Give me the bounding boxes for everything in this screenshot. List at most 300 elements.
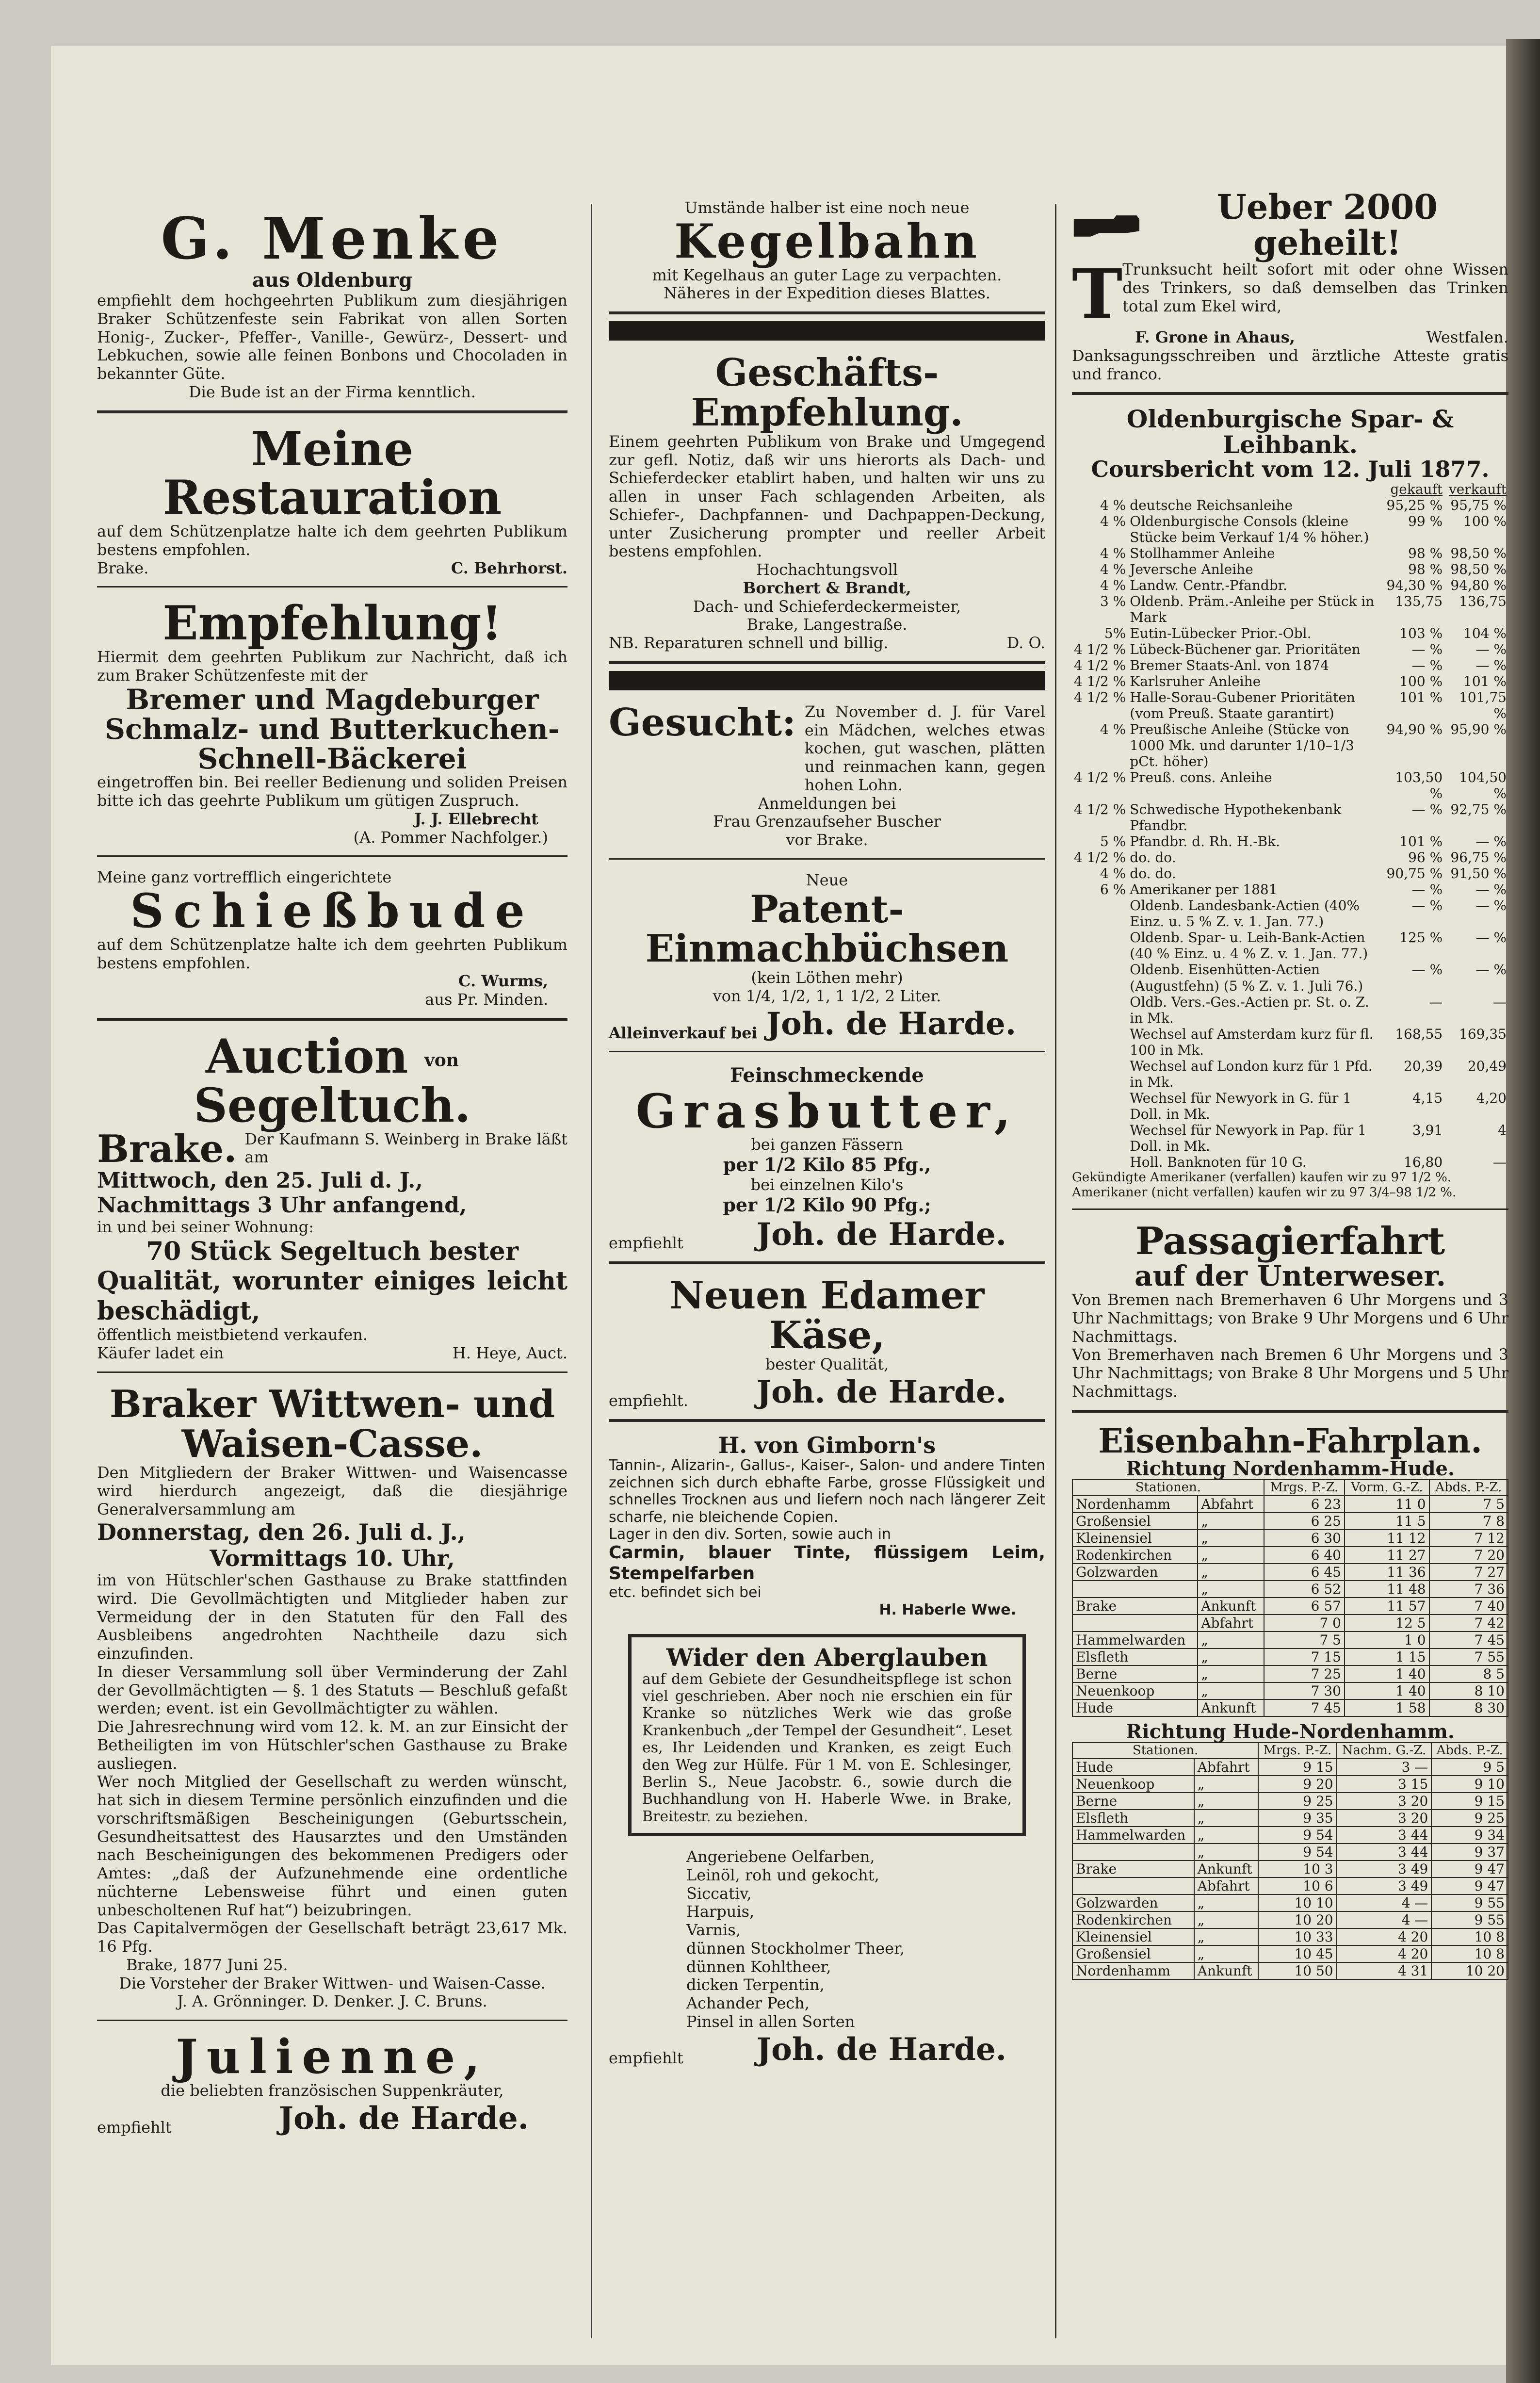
bond-row [1072,1090,1508,1122]
time-c: 7 27 [1429,1564,1508,1581]
time-a: 10 50 [1258,1962,1336,1979]
ad-title: Schießbude [130,883,535,939]
station-name: Elsfleth [1072,1810,1194,1827]
ad-body: Danksagungsschreiben und ärztliche Atteste gratis und franco. [1072,346,1508,383]
bond-header-sold: verkauft [1448,481,1507,497]
bond-rate: 4 1/2 % [1074,657,1126,673]
bond-sold: 98,50 % [1450,561,1507,577]
bond-bought: 90,75 % [1386,865,1443,882]
time-c: 10 20 [1431,1962,1508,1979]
bond-name: Wechsel für Newyork in Pap. für 1 Doll. in Mk. [1130,1122,1366,1154]
bond-rate: 5 % [1100,833,1126,850]
ad-name: H. Heye, Auct. [452,1343,567,1362]
bond-name: Pfandbr. d. Rh. H.-Bk. [1130,833,1281,850]
time-b: 1 40 [1345,1665,1429,1682]
time-b: 1 40 [1345,1682,1429,1699]
time-a: 7 30 [1264,1682,1345,1699]
pointing-hand-icon [1072,208,1141,242]
station-name: Neuenkoop [1072,1682,1198,1699]
bond-name: Landw. Centr.-Pfandbr. [1130,577,1287,593]
bond-name: Oldenb. Spar- u. Leih-Bank-Actien (40 % Einz. u. 4 % Z. v. 1. Jan. 77.) [1130,930,1368,962]
time-a: 6 52 [1264,1581,1345,1598]
ad-signature [609,1006,1045,1043]
timetable-row [1072,1844,1508,1861]
time-c: 9 47 [1431,1861,1508,1877]
time-c: 10 8 [1431,1945,1508,1962]
time-c: 9 10 [1431,1776,1508,1793]
ad-grasbutter [609,1059,1045,1264]
time-a: 7 0 [1264,1615,1345,1632]
station-name: Nordenhamm [1072,1496,1198,1513]
timetable-row [1072,1564,1508,1581]
arrival-departure: „ [1194,1827,1258,1844]
ad-title: Meine Restauration [162,421,502,525]
ad-title: Passagierfahrt [1135,1219,1445,1264]
ad-address: Brake, Langestraße. [746,615,908,634]
time-c: 8 30 [1429,1699,1508,1716]
bond-rate: 4 % [1100,577,1126,593]
timetable-row [1072,1547,1508,1564]
time-c: 7 42 [1429,1615,1508,1632]
ad-subtitle: Coursbericht vom 12. Juli 1877. [1091,456,1490,483]
time-c: 9 55 [1431,1894,1508,1911]
ad-body: Trunksucht heilt sofort mit oder ohne Wissen des Trinkers, so daß demselben das Trinken total zum Ekel wird, [1122,260,1508,315]
bond-row [1072,833,1508,849]
bond-row [1072,1122,1508,1154]
bond-row [1072,881,1508,898]
ad-line: bei einzelnen Kilo's [750,1175,904,1194]
ad-signature [1072,328,1508,347]
station-name: Hude [1072,1759,1194,1776]
bond-rate: 4 1/2 % [1074,801,1126,818]
time-a: 10 33 [1258,1928,1336,1945]
ad-paragraph: Die Jahresrechnung wird vom 12. k. M. an zur Einsicht der Betheiligten im von Hütschler'schen Gasthause zu Brake ausliegen. [97,1717,567,1773]
arrival-departure: „ [1198,1547,1264,1564]
station-name: Kleinensiel [1072,1530,1198,1547]
timetable-row [1072,1699,1508,1716]
arrival-departure: „ [1194,1894,1258,1911]
bond-bought: 94,90 % [1386,721,1443,738]
time-c: 9 15 [1431,1793,1508,1810]
bond-row [1072,641,1508,657]
timetable-row [1072,1615,1508,1632]
timetable-row [1072,1877,1508,1894]
bond-header [1072,481,1508,497]
time-b: 3 20 [1337,1793,1432,1810]
ad-paragraph: Den Mitgliedern der Braker Wittwen- und Waisencasse wird hierdurch angezeigt, daß die diesjährige Generalversammlung am [97,1463,567,1518]
bond-rate [1072,1026,1128,1058]
product-item: Achander Pech, [686,1994,810,2013]
bond-sold: 92,75 % [1450,801,1507,818]
ad-name: C. Behrhorst. [451,558,567,577]
time-a: 9 35 [1258,1810,1336,1827]
ad-left: empfiehlt [609,2049,683,2068]
time-b: 3 44 [1337,1844,1432,1861]
ad-signature [97,2100,567,2137]
station-name: Rodenkirchen [1072,1911,1194,1928]
time-a: 9 54 [1258,1827,1336,1844]
ad-title: Kegelbahn [674,213,980,269]
timetable-header-a: Mrgs. P.-Z. [1264,1480,1345,1496]
product-item: Angeriebene Oelfarben, [686,1847,875,1866]
ad-name-note: aus Pr. Minden. [425,990,548,1009]
bond-rate [1072,962,1128,994]
ad-name: Joh. de Harde. [756,2031,1006,2068]
ad-body: eingetroffen bin. Bei reeller Bedienung und soliden Preisen bitte ich das geehrte Publikum um gütigen Zuspruch. [97,773,567,810]
time-a: 7 5 [1264,1632,1345,1649]
ad-passagierfahrt [1072,1217,1508,1412]
ad-sub: bester Qualität, [765,1355,889,1373]
time-c: 10 8 [1431,1928,1508,1945]
ad-left: Alleinverkauf bei [609,1023,758,1042]
ad-line: bei ganzen Fässern [751,1135,903,1154]
bond-rate [1072,1058,1128,1090]
time-a: 9 25 [1258,1793,1336,1810]
ad-title: auf der Unterweser. [1135,1259,1446,1293]
time-b: 4 — [1337,1894,1432,1911]
ad-body: auf dem Gebiete der Gesundheitspflege ist schon viel geschrieben. Aber noch nie erschien ein für Kranke so nützliches Werk wie das große Krankenbuch „der Tempel der Gesundheit“. Leset es, Ihr Leidenden und Kranken, es zeigt Euch den Weg zur Hülfe. Für 1 M. von E. Schlesinger, Berlin S., Neue Jacobstr. 6., sowie durch die Buchhandlung von H. Haberle Wwe. in Brake, Breitestr. zu beziehen. [642,1670,1012,1825]
bond-row [1072,561,1508,577]
timetable-row [1072,1810,1508,1827]
bond-rate: 4 % [1100,561,1126,577]
bond-sold: 20,49 [1467,1058,1507,1074]
ad-title-part: Auction [206,1028,408,1084]
ad-title-part: von [424,1050,459,1071]
bond-bought: 168,55 [1395,1026,1443,1042]
column-divider [1055,204,1056,2338]
ad-title: Eisenbahn-Fahrplan. [1098,1421,1482,1461]
ad-intro: Neue [806,870,848,889]
time-b: 3 49 [1337,1877,1432,1894]
ad-products: Carmin, blauer Tinte, flüssigem Leim, Stempelfarben [609,1543,1045,1583]
time-c: 7 5 [1429,1496,1508,1513]
bond-rate: 4 % [1100,721,1126,738]
time-b: 4 20 [1337,1945,1432,1962]
ad-name: C. Wurms, [458,972,548,991]
arrival-departure: „ [1194,1776,1258,1793]
bond-rate: 5% [1104,625,1126,641]
ad-text: in und bei seiner Wohnung: [97,1218,314,1237]
bond-bought: — % [1411,881,1443,898]
bond-sold: 95,90 % [1450,721,1507,738]
arrival-departure: „ [1194,1911,1258,1928]
ad-signature [97,1344,567,1363]
timetable-row [1072,1632,1508,1649]
bond-row [1072,849,1508,865]
bond-table [1072,481,1508,1170]
bond-bought: 95,25 % [1386,497,1443,513]
rule-bar [609,321,1045,341]
time-b: 11 5 [1345,1513,1429,1530]
bond-rate [1072,994,1128,1026]
time-b: 3 20 [1337,1810,1432,1827]
ad-signature [609,1216,1045,1253]
ad-time: Nachmittags 3 Uhr anfangend, [97,1193,467,1218]
ad-invite: Käufer ladet ein [97,1343,224,1362]
ad-body: auf dem Schützenplatze halte ich dem geehrten Publikum bestens empfohlen. [97,522,567,559]
time-b: 12 5 [1345,1615,1429,1632]
ad-line: Die Bude ist an der Firma kenntlich. [188,382,476,401]
ad-line: vor Brake. [786,831,868,849]
ad-aberglauben [628,1634,1026,1836]
ad-schiessbude [97,864,567,1021]
bond-bought: — % [1411,898,1443,914]
ad-signature [97,559,567,578]
bond-bought: 96 % [1408,849,1443,866]
bond-rate: 4 1/2 % [1074,641,1126,657]
time-a: 6 45 [1264,1564,1345,1581]
product-item: Pinsel in allen Sorten [686,2012,855,2031]
bond-header-name [1128,481,1384,497]
arrival-departure: „ [1194,1793,1258,1810]
ad-lead [609,700,1045,795]
station-name: Brake [1072,1861,1194,1877]
timetable-row [1072,1928,1508,1945]
bond-sold: 101 % [1463,673,1507,689]
bond-bought: 99 % [1408,513,1443,529]
ad-line: Frau Grenzaufseher Buscher [713,812,941,831]
ad-name: Joh. de Harde. [766,1005,1016,1042]
timetable-header-c: Abds. P.-Z. [1431,1743,1508,1759]
time-a: 7 25 [1264,1665,1345,1682]
bond-name: Oldenb. Eisenhütten-Actien (Augustfehn) (5 % Z. v. 1. Juli 76.) [1130,962,1363,994]
station-name: Großensiel [1072,1945,1194,1962]
ad-body: Lager in den div. Sorten, sowie auch in [609,1525,891,1543]
bond-sold: 136,75 [1459,593,1507,609]
time-b: 11 27 [1345,1547,1429,1564]
bond-sold: — % [1475,657,1507,673]
time-b: 11 0 [1345,1496,1429,1513]
station-name: Golzwarden [1072,1894,1194,1911]
ad-geschaefts-empfehlung [609,348,1045,664]
bond-note: Amerikaner (nicht verfallen) kaufen wir zu 97 3/4–98 1/2 %. [1072,1185,1457,1200]
bond-header-bought: gekauft [1390,481,1443,497]
arrival-departure: Abfahrt [1198,1615,1264,1632]
timetable-row [1072,1759,1508,1776]
arrival-departure: „ [1198,1513,1264,1530]
ad-paragraph: Von Bremerhaven nach Bremen 6 Uhr Morgens und 3 Uhr Nachmittags; von Brake 8 Uhr Morgens und 5 Uhr Nachmittags. [1072,1345,1508,1401]
ad-goods: 70 Stück Segeltuch bester [146,1237,519,1267]
timetable-row [1072,1911,1508,1928]
product-item: dicken Terpentin, [686,1975,825,1994]
bond-bought: 16,80 [1404,1154,1443,1170]
arrival-departure: „ [1198,1632,1264,1649]
station-name [1072,1877,1194,1894]
bond-sold: — % [1475,962,1507,978]
time-c: 7 20 [1429,1547,1508,1564]
ad-title: Grasbutter, [635,1083,1019,1139]
ad-initials: D. O. [1006,634,1045,653]
timetable-header-c: Abds. P.-Z. [1429,1480,1508,1496]
time-c: 9 55 [1431,1911,1508,1928]
ad-subtitle: aus Oldenburg [252,268,413,292]
ad-title-row [1072,189,1508,261]
timetable-2 [1072,1742,1508,1980]
bond-rate [1072,1122,1128,1154]
bond-rate: 6 % [1100,881,1126,898]
bond-row [1072,497,1508,513]
ad-title: Geschäfts-Empfehlung. [691,351,963,435]
ad-text: Der Kaufmann S. Weinberg in Brake läßt am [244,1129,567,1167]
column-right [1072,146,1508,1995]
bond-sold: 91,50 % [1450,865,1507,882]
bond-name: Jeversche Anleihe [1130,561,1253,577]
bond-rate: 4 % [1100,545,1126,561]
time-b: 3 44 [1337,1827,1432,1844]
product-item: Siccativ, [686,1884,752,1903]
ad-footer [609,634,1045,653]
time-b: 1 58 [1345,1699,1429,1716]
product-item: Varnis, [686,1921,741,1940]
bond-bought: 103 % [1399,625,1443,641]
bond-rate: 4 % [1100,497,1126,513]
ad-price: per 1/2 Kilo 85 Pfg., [723,1154,931,1176]
ad-place: Brake. [97,558,149,577]
bond-bought: — [1429,994,1443,1010]
ad-name: J. J. Ellebrecht [414,809,538,828]
arrival-departure: „ [1194,1810,1258,1827]
bond-row [1072,769,1508,801]
timetable-header-station: Stationen. [1072,1480,1264,1496]
ad-title: Wider den Aberglauben [666,1643,988,1672]
bond-row [1072,657,1508,673]
ad-date: Donnerstag, den 26. Juli d. J., [97,1518,466,1545]
station-name: Berne [1072,1665,1198,1682]
bond-sold: 96,75 % [1450,849,1507,866]
timetable-row [1072,1530,1508,1547]
time-c: 7 36 [1429,1581,1508,1598]
ad-name: H. Haberle Wwe. [879,1601,1016,1618]
station-name [1072,1844,1194,1861]
time-c: 9 25 [1431,1810,1508,1827]
bond-bought: 20,39 [1404,1058,1443,1074]
time-c: 9 47 [1431,1877,1508,1894]
time-a: 7 15 [1264,1649,1345,1665]
time-b: 4 20 [1337,1928,1432,1945]
ad-names: J. A. Grönninger. D. Denker. J. C. Bruns. [177,1992,487,2011]
ad-gimborn [609,1429,1045,1627]
bond-rows [1072,497,1508,1170]
time-a: 10 45 [1258,1945,1336,1962]
arrival-departure: „ [1198,1665,1264,1682]
ad-title: Oldenburgische Spar- & Leihbank. [1126,405,1454,459]
ad-name: Borchert & Brandt, [743,578,911,597]
bond-name: do. do. [1130,849,1176,866]
ad-trunksucht [1072,146,1508,395]
ad-oelfarben [609,1843,1045,2076]
time-a: 6 57 [1264,1598,1345,1615]
ad-title: Waisen-Casse. [181,1421,483,1466]
ad-name-note: (A. Pommer Nachfolger.) [353,828,548,847]
bond-name: Oldenb. Landesbank-Actien (40% Einz. u. 5 % Z. v. 1. Jan. 77.) [1130,898,1360,930]
ad-fahrplan [1072,1420,1508,1989]
time-a: 9 54 [1258,1844,1336,1861]
column-middle [609,146,1045,2083]
bond-bought: 135,75 [1395,593,1443,609]
bond-sold: 101,75 % [1459,689,1507,721]
timetable-direction: Richtung Hude-Nordenhamm. [1126,1720,1455,1743]
bond-bought: 94,30 % [1386,577,1443,593]
bond-row [1072,1026,1508,1058]
ad-line: Näheres in der Expedition dieses Blattes. [664,284,990,303]
bond-name: Schwedische Hypothekenbank Pfandbr. [1130,801,1342,834]
time-b: 3 15 [1337,1776,1432,1793]
bond-sold: — % [1475,641,1507,657]
ad-body-row [1072,255,1508,334]
bond-sold: 169,35 [1459,1026,1507,1042]
bond-sold: — % [1475,898,1507,914]
bond-name: Oldenb. Präm.-Anleihe per Stück in Mark [1130,593,1375,625]
arrival-departure: „ [1194,1844,1258,1861]
ad-goods: Qualität, worunter einiges leicht beschädigt, [97,1266,567,1326]
time-c: 7 45 [1429,1632,1508,1649]
bond-sold: 104,50 % [1459,769,1507,802]
ad-gesucht [609,698,1045,860]
arrival-departure: Abfahrt [1194,1877,1258,1894]
ad-title [97,1028,567,1133]
ad-signature [609,1374,1045,1411]
time-b: 1 15 [1345,1649,1429,1665]
ad-name-note: Dach- und Schieferdeckermeister, [693,597,961,616]
ad-left: empfiehlt. [609,1391,688,1410]
bond-row [1072,801,1508,833]
bond-rate: 4 1/2 % [1074,769,1126,786]
bond-bought: 4,15 [1412,1090,1443,1106]
time-b: 11 48 [1345,1581,1429,1598]
ad-body: Tannin-, Alizarin-, Gallus-, Kaiser-, Salon- und andere Tinten zeichnen sich durch ebhafte Farbe, grosse Flüssigkeit und schnelles Trocknen aus und liefern noch nach längerer Zeit scharfe, nie bleichende Copien. [609,1457,1045,1526]
bond-bought: 103,50 % [1395,769,1443,802]
ad-body: die beliebten französischen Suppenkräuter, [161,2081,504,2100]
ad-title: Empfehlung! [162,596,502,651]
ad-heading-line: Schmalz- und Butterkuchen- [105,712,560,746]
arrival-departure: „ [1198,1682,1264,1699]
ad-body: mit Kegelhaus an guter Lage zu verpachten. [652,265,1002,284]
time-c: 7 55 [1429,1649,1508,1665]
ad-line: Anmeldungen bei [758,794,896,813]
arrival-departure: „ [1198,1530,1264,1547]
bond-rate: 4 1/2 % [1074,673,1126,689]
station-name [1072,1581,1198,1598]
time-a: 9 15 [1258,1759,1336,1776]
timetable-row [1072,1513,1508,1530]
bond-row [1072,593,1508,625]
time-c: 8 10 [1429,1682,1508,1699]
arrival-departure: Ankunft [1198,1598,1264,1615]
ad-restauration [97,420,567,588]
timetable-row [1072,1581,1508,1598]
bond-rate: 4 1/2 % [1074,849,1126,866]
column-divider [591,204,592,2338]
time-c: 9 34 [1431,1827,1508,1844]
station-name: Elsfleth [1072,1649,1198,1665]
bond-sold: 100 % [1463,513,1507,529]
bond-rate: 4 1/2 % [1074,689,1126,705]
ad-julienne [97,2028,567,2145]
ad-name: F. Grone in Ahaus, [1135,328,1295,346]
station-name: Hude [1072,1699,1198,1716]
time-a: 10 20 [1258,1911,1336,1928]
time-b: 4 31 [1337,1962,1432,1979]
ad-intro: Meine ganz vortrefflich eingerichtete [97,868,392,887]
timetable-header-b: Vorm. G.-Z. [1345,1480,1429,1496]
bond-bought: 125 % [1399,930,1443,946]
ad-kegelbahn [609,146,1045,314]
time-a: 6 30 [1264,1530,1345,1547]
ad-signature [609,2031,1045,2068]
timetable-row [1072,1496,1508,1513]
time-b: 3 49 [1337,1861,1432,1877]
bond-sold: — % [1475,833,1507,850]
